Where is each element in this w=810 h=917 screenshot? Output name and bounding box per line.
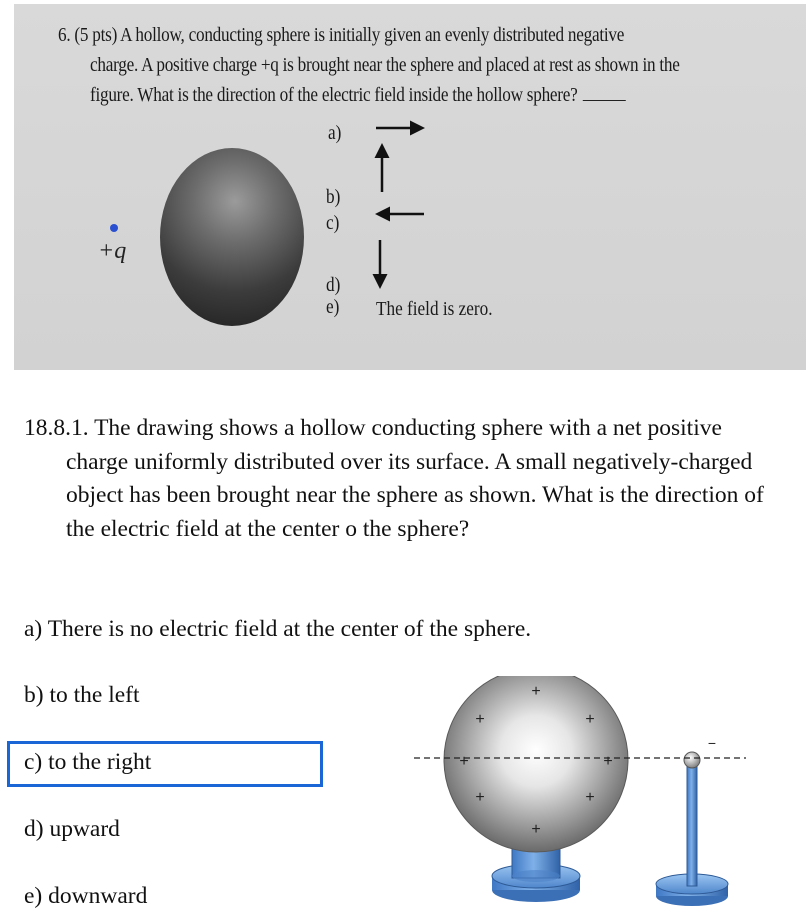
plus-sign: + <box>531 821 541 838</box>
plus-sign: + <box>531 683 541 700</box>
positive-charge-label: +q <box>98 238 127 264</box>
sphere-figure <box>400 676 800 917</box>
direction-arrows <box>14 4 806 370</box>
option-e-label: e) <box>326 296 340 318</box>
answer-option-a[interactable]: a) There is no electric field at the center of the sphere. <box>24 616 532 642</box>
plus-sign: + <box>459 753 469 770</box>
charge-stand <box>656 752 728 906</box>
problem-18-text: 18.8.1. The drawing shows a hollow conducting sphere with a net positive charge uniformly distributed over its surface. A small negatively-charged object has been brought near the sphere as shown. What is the direction of the electric field at the center o the sphere? <box>24 415 764 542</box>
problem-6-scan <box>14 4 806 370</box>
problem-6-line-1: 6. (5 pts) A hollow, conducting sphere is initially given an evenly distributed negative <box>58 24 625 46</box>
plus-sign: + <box>585 711 595 728</box>
plus-sign: + <box>603 753 613 770</box>
plus-sign: + <box>475 789 485 806</box>
answer-option-d[interactable]: d) upward <box>24 816 120 842</box>
problem-6-line-2: charge. A positive charge +q is brought near the sphere and placed at rest as shown in the <box>90 54 680 76</box>
plus-sign: + <box>585 789 595 806</box>
answer-option-c[interactable]: c) to the right <box>24 749 152 775</box>
problem-6-line-3: figure. What is the direction of the electric field inside the hollow sphere? <box>90 82 626 107</box>
answer-option-e[interactable]: e) downward <box>24 883 148 909</box>
option-e-text: The field is zero. <box>376 298 493 320</box>
minus-sign: − <box>707 735 717 751</box>
option-a-label: a) <box>328 122 342 144</box>
option-c-label: c) <box>326 212 340 234</box>
option-b-label: b) <box>326 186 341 208</box>
answer-option-b[interactable]: b) to the left <box>24 682 140 708</box>
option-d-label: d) <box>326 274 341 296</box>
plus-sign: + <box>475 711 485 728</box>
negative-charge-bead <box>684 752 700 768</box>
problem-18-question <box>24 412 784 546</box>
